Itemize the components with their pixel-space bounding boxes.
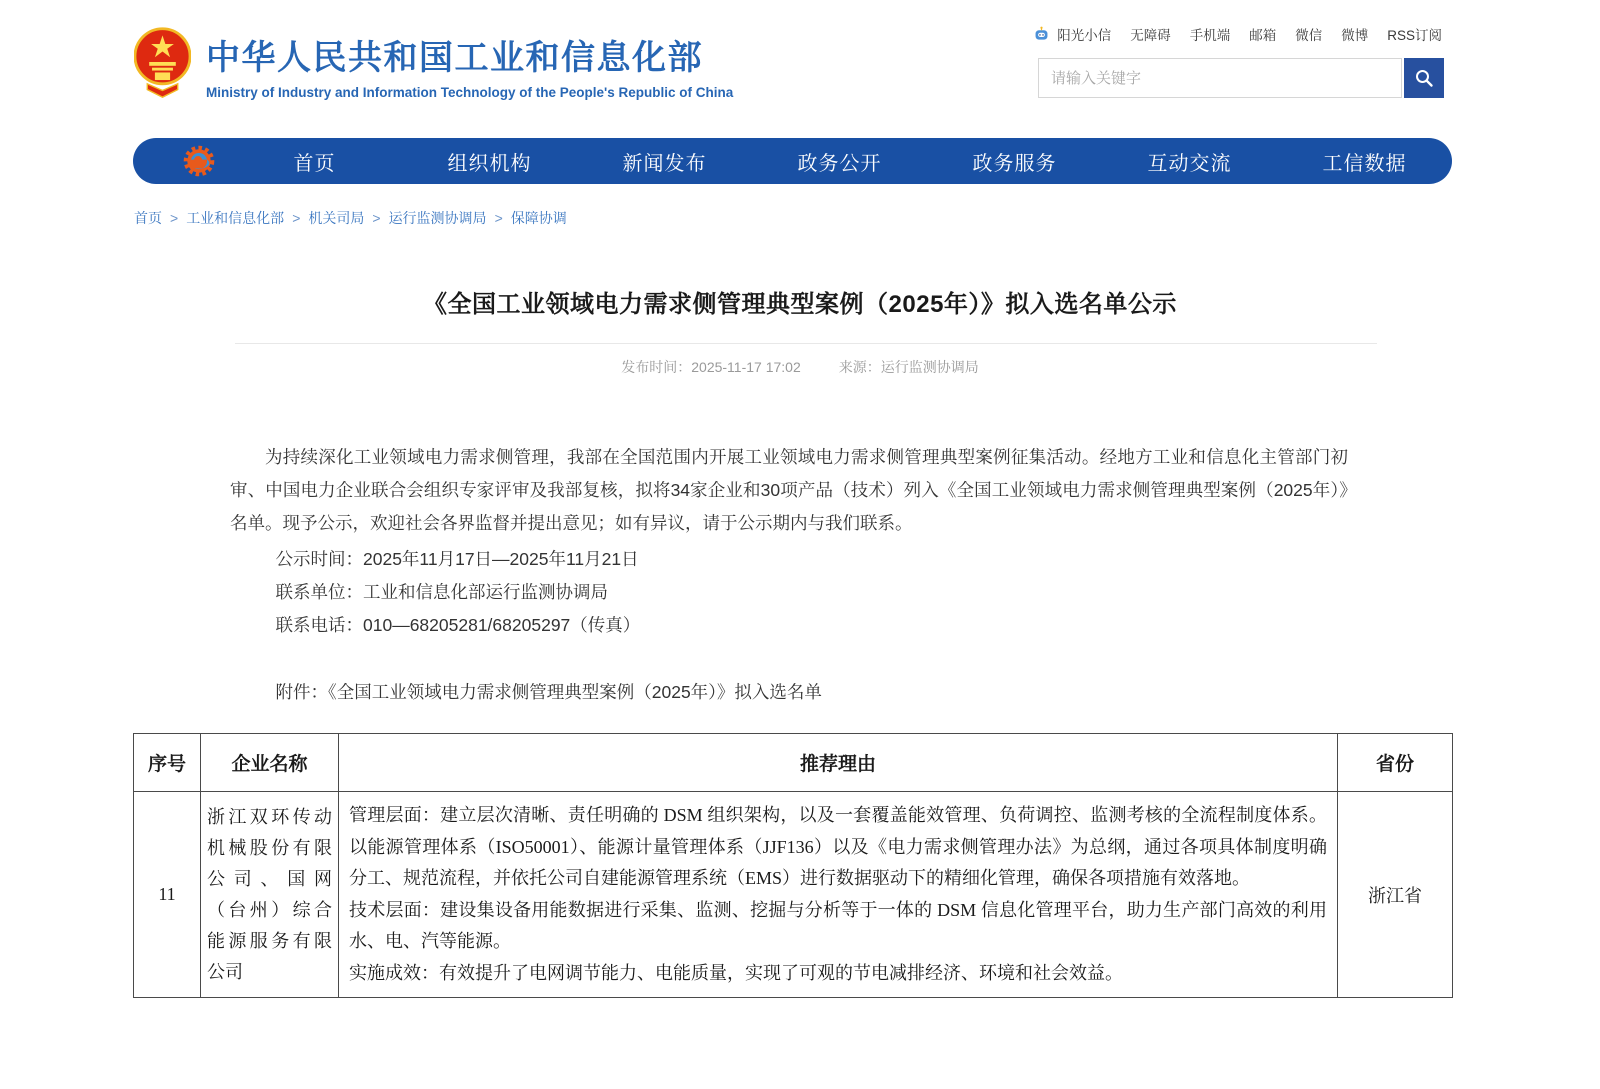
breadcrumb-separator: > xyxy=(372,210,381,226)
article-title: 《全国工业领域电力需求侧管理典型案例（2025年）》拟入选名单公示 xyxy=(423,291,1177,318)
search-bar xyxy=(1038,58,1444,98)
site-title: 中华人民共和国工业和信息化部 xyxy=(206,39,703,77)
table-header-row xyxy=(134,734,1453,792)
title-divider xyxy=(235,343,1377,344)
cell-index: 11 xyxy=(134,792,201,998)
nav-item-news[interactable]: 新闻发布 xyxy=(622,152,707,175)
contact-block xyxy=(230,543,1348,642)
col-header-index: 序号 xyxy=(134,734,201,792)
breadcrumb-home[interactable]: 首页 xyxy=(134,210,162,226)
breadcrumb-departments[interactable]: 机关司局 xyxy=(308,210,365,226)
article-meta xyxy=(0,357,1600,377)
breadcrumb-separator: > xyxy=(292,210,301,226)
quick-link-sunshine[interactable]: 阳光小信 xyxy=(1057,28,1112,43)
quick-link-wechat[interactable]: 微信 xyxy=(1295,28,1323,43)
quick-link-accessibility[interactable]: 无障碍 xyxy=(1130,28,1171,43)
nav-item-miit-data[interactable]: 工信数据 xyxy=(1322,152,1407,175)
source-label: 来源： xyxy=(838,359,881,375)
nav-item-home[interactable]: 首页 xyxy=(293,152,336,175)
cell-company: 浙江双环传动机械股份有限公司、国网（台州）综合能源服务有限公司 xyxy=(201,792,339,998)
search-icon xyxy=(1414,68,1434,88)
publish-time-value: 2025-11-17 17:02 xyxy=(691,359,801,375)
quick-link-mobile[interactable]: 手机端 xyxy=(1189,28,1231,43)
nav-item-organization[interactable]: 组织机构 xyxy=(447,152,532,175)
nav-item-interaction[interactable]: 互动交流 xyxy=(1147,152,1232,175)
case-table xyxy=(133,733,1453,998)
col-header-company: 企业名称 xyxy=(201,734,339,792)
cell-reason xyxy=(339,792,1338,998)
reason-management: 管理层面：建立层次清晰、责任明确的 DSM 组织架构，以及一套覆盖能效管理、负荷调控、监测考核的全流程制度体系。以能源管理体系（ISO50001）、能源计量管理体系（JJF136）以及《电力需求侧管理办法》为总纲，通过各项具体制度明确分工、规范流程，并依托公司自建能源管理系统（EMS）进行数据驱动下的精细化管理，确保各项措施有效落地。 xyxy=(349,805,1327,888)
breadcrumb-miit[interactable]: 工业和信息化部 xyxy=(186,210,285,226)
search-input[interactable] xyxy=(1038,58,1402,98)
reason-effect: 实施成效：有效提升了电网调节能力、电能质量，实现了可观的节电减排经济、环境和社会效益。 xyxy=(349,962,1123,983)
attachment-line: 附件：《全国工业领域电力需求侧管理典型案例（2025年）》拟入选名单 xyxy=(275,682,822,702)
breadcrumb-operation-monitoring-bureau[interactable]: 运行监测协调局 xyxy=(388,210,487,226)
main-nav xyxy=(133,138,1452,184)
contact-unit-line: 联系单位：工业和信息化部运行监测协调局 xyxy=(275,582,608,602)
site-subtitle: Ministry of Industry and Information Technology of the People's Republic of China xyxy=(206,85,734,100)
breadcrumb-separator: > xyxy=(494,210,503,226)
quick-link-weibo[interactable]: 微博 xyxy=(1341,28,1369,43)
publicity-period-line: 公示时间：2025年11月17日—2025年11月21日 xyxy=(275,549,639,569)
article-paragraph: 为持续深化工业领域电力需求侧管理，我部在全国范围内开展工业领域电力需求侧管理典型案例征集活动。经地方工业和信息化主管部门初审、中国电力企业联合会组织专家评审及我部复核，拟将34家企业和30项产品（技术）列入《全国工业领域电力需求侧管理典型案例（2025年）》名单。现予公示，欢迎社会各界监督并提出意见；如有异议，请于公示期内与我们联系。 xyxy=(230,447,1348,533)
miit-gear-logo-icon xyxy=(181,143,217,179)
breadcrumb xyxy=(134,208,567,228)
quick-link-mail[interactable]: 邮箱 xyxy=(1249,28,1277,43)
breadcrumb-separator: > xyxy=(170,210,179,226)
nav-item-gov-services[interactable]: 政务服务 xyxy=(972,152,1057,175)
reason-tech: 技术层面：建设集设备用能数据进行采集、监测、挖掘与分析等于一体的 DSM 信息化管理平台，助力生产部门高效的利用水、电、汽等能源。 xyxy=(349,899,1327,951)
quick-links xyxy=(1033,24,1442,44)
nav-item-gov-disclosure[interactable]: 政务公开 xyxy=(797,152,882,175)
site-title-block xyxy=(206,30,826,100)
col-header-province: 省份 xyxy=(1338,734,1453,792)
table-row xyxy=(134,792,1453,998)
publish-time-label: 发布时间： xyxy=(621,359,692,375)
breadcrumb-support-coordination[interactable]: 保障协调 xyxy=(510,210,567,226)
search-button[interactable] xyxy=(1404,58,1444,98)
source-value: 运行监测协调局 xyxy=(880,359,979,375)
contact-phone-line: 联系电话：010—68205281/68205297（传真） xyxy=(275,615,641,635)
robot-assistant-icon xyxy=(1033,26,1050,43)
col-header-reason: 推荐理由 xyxy=(339,734,1338,792)
national-emblem-icon xyxy=(134,24,191,100)
cell-province: 浙江省 xyxy=(1338,792,1453,998)
quick-link-rss[interactable]: RSS订阅 xyxy=(1387,28,1442,43)
